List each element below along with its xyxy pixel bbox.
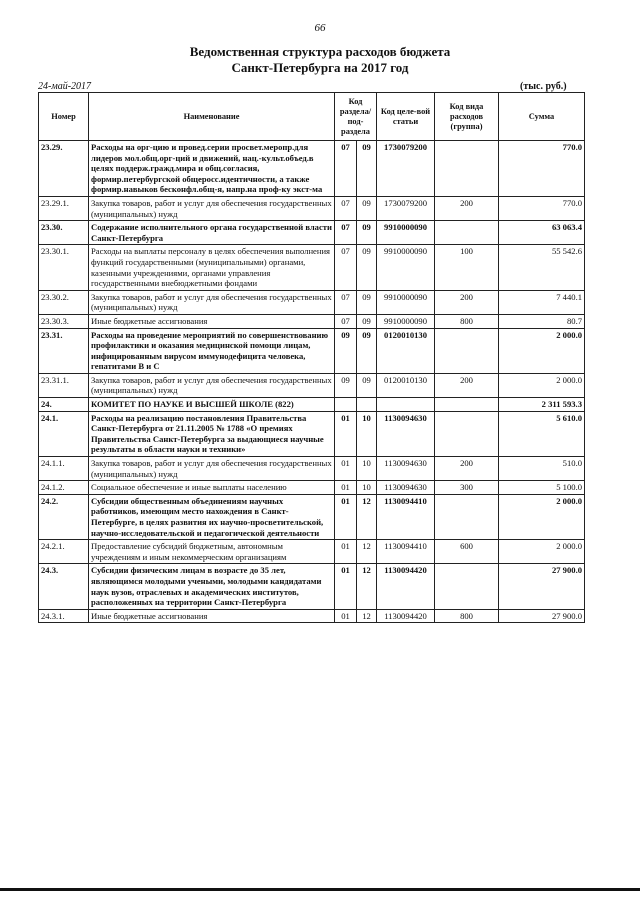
row-expense-type xyxy=(435,328,499,373)
row-number: 23.30.3. xyxy=(39,314,89,328)
row-subsection: 09 xyxy=(357,196,377,220)
row-number: 24.1.2. xyxy=(39,481,89,495)
row-subsection: 09 xyxy=(357,314,377,328)
row-target-code: 1130094630 xyxy=(377,481,435,495)
row-expense-type xyxy=(435,398,499,412)
row-number: 24.3. xyxy=(39,564,89,609)
page-number: 66 xyxy=(314,22,326,34)
row-number: 24.1. xyxy=(39,411,89,456)
title-line-1: Ведомственная структура расходов бюджета xyxy=(189,44,451,59)
row-sum: 2 000.0 xyxy=(499,373,585,397)
header-number: Номер xyxy=(39,93,89,141)
row-number: 24.3.1. xyxy=(39,609,89,623)
row-section: 01 xyxy=(335,481,357,495)
row-target-code: 1130094630 xyxy=(377,457,435,481)
table-row xyxy=(39,328,585,373)
row-target-code: 1130094410 xyxy=(377,494,435,539)
row-target-code: 0120010130 xyxy=(377,373,435,397)
row-subsection: 10 xyxy=(357,481,377,495)
row-expense-type xyxy=(435,494,499,539)
table-row xyxy=(39,141,585,197)
table-row xyxy=(39,314,585,328)
row-sum: 27 900.0 xyxy=(499,564,585,609)
row-section: 07 xyxy=(335,196,357,220)
row-name: Расходы на орг-цию и провед.серии просвет.меропр.для лидеров мол.общ.орг-ций и движений, нац.-культ.объед.в целях поддерж.гражд.мира и общ.согласия, формир.петербургской общеросс.идентичности, а также формир.навыков бесконфл.общ-я, напр.на проф-ку экст-ма xyxy=(89,141,335,197)
table-row xyxy=(39,481,585,495)
row-sum: 27 900.0 xyxy=(499,609,585,623)
row-sum: 770.0 xyxy=(499,141,585,197)
row-name: Предоставление субсидий бюджетным, автономным учреждениям и иным некоммерческим организациям xyxy=(89,540,335,564)
row-target-code: 1730079200 xyxy=(377,141,435,197)
row-name: Содержание исполнительного органа государственной власти Санкт-Петербурга xyxy=(89,221,335,245)
row-sum: 510.0 xyxy=(499,457,585,481)
table-row xyxy=(39,609,585,623)
header-section: Код раздела/ под-раздела xyxy=(335,93,377,141)
row-name: Расходы на выплаты персоналу в целях обеспечения выполнения функций государственными (муниципальными) органами, казенными учреждениями, органами управления государственными внебюджетными фондами xyxy=(89,245,335,290)
row-name: Иные бюджетные ассигнования xyxy=(89,609,335,623)
row-subsection: 10 xyxy=(357,457,377,481)
row-number: 23.30. xyxy=(39,221,89,245)
header-sum: Сумма xyxy=(499,93,585,141)
row-expense-type: 600 xyxy=(435,540,499,564)
table-row xyxy=(39,221,585,245)
row-name: Закупка товаров, работ и услуг для обеспечения государственных (муниципальных) нужд xyxy=(89,196,335,220)
row-section: 07 xyxy=(335,245,357,290)
row-subsection: 12 xyxy=(357,540,377,564)
units-label: (тыс. руб.) xyxy=(520,81,567,92)
row-name: Социальное обеспечение и иные выплаты населению xyxy=(89,481,335,495)
row-subsection: 09 xyxy=(357,290,377,314)
row-subsection: 09 xyxy=(357,221,377,245)
row-name: Субсидии общественным объединениям научных работников, имеющим место нахождения в Санкт-Петербурге, в целях развития их научно-просветительской, научно-исследовательской и педагогической деятельности xyxy=(89,494,335,539)
row-subsection: 10 xyxy=(357,411,377,456)
row-expense-type: 200 xyxy=(435,290,499,314)
row-name: Закупка товаров, работ и услуг для обеспечения государственных (муниципальных) нужд xyxy=(89,457,335,481)
row-sum: 63 063.4 xyxy=(499,221,585,245)
row-target-code: 1130094630 xyxy=(377,411,435,456)
table-row xyxy=(39,373,585,397)
row-name: Закупка товаров, работ и услуг для обеспечения государственных (муниципальных) нужд xyxy=(89,290,335,314)
row-sum: 5 610.0 xyxy=(499,411,585,456)
row-number: 23.29.1. xyxy=(39,196,89,220)
row-sum: 2 000.0 xyxy=(499,328,585,373)
row-target-code: 1130094420 xyxy=(377,564,435,609)
row-sum: 770.0 xyxy=(499,196,585,220)
row-target-code: 9910000090 xyxy=(377,245,435,290)
row-section: 01 xyxy=(335,564,357,609)
row-expense-type: 100 xyxy=(435,245,499,290)
header-name: Наименование xyxy=(89,93,335,141)
row-sum: 5 100.0 xyxy=(499,481,585,495)
row-subsection: 09 xyxy=(357,245,377,290)
row-subsection: 09 xyxy=(357,373,377,397)
row-section xyxy=(335,398,357,412)
row-subsection: 09 xyxy=(357,141,377,197)
table-row xyxy=(39,411,585,456)
row-expense-type: 200 xyxy=(435,373,499,397)
row-name: Расходы на проведение мероприятий по совершенствованию профилактики и оказания медицинской помощи лицам, инфицированным вирусом иммунодефицита человека, гепатитами В и С xyxy=(89,328,335,373)
row-number: 23.30.1. xyxy=(39,245,89,290)
title-line-2: Санкт-Петербурга на 2017 год xyxy=(231,60,409,75)
row-section: 09 xyxy=(335,328,357,373)
row-number: 23.31.1. xyxy=(39,373,89,397)
row-subsection: 12 xyxy=(357,609,377,623)
table-row xyxy=(39,196,585,220)
row-number: 24. xyxy=(39,398,89,412)
row-section: 01 xyxy=(335,540,357,564)
row-section: 01 xyxy=(335,609,357,623)
row-expense-type: 200 xyxy=(435,457,499,481)
row-sum: 2 311 593.3 xyxy=(499,398,585,412)
table-row xyxy=(39,540,585,564)
budget-table xyxy=(38,92,585,623)
table-row xyxy=(39,245,585,290)
table-row xyxy=(39,398,585,412)
row-number: 24.2.1. xyxy=(39,540,89,564)
row-expense-type: 800 xyxy=(435,609,499,623)
row-section: 07 xyxy=(335,221,357,245)
table-row xyxy=(39,494,585,539)
row-expense-type: 200 xyxy=(435,196,499,220)
row-subsection: 12 xyxy=(357,564,377,609)
row-target-code: 9910000090 xyxy=(377,314,435,328)
row-target-code: 9910000090 xyxy=(377,290,435,314)
row-target-code: 1130094420 xyxy=(377,609,435,623)
header-target: Код целе-вой статьи xyxy=(377,93,435,141)
row-target-code xyxy=(377,398,435,412)
document-date: 24-май-2017 xyxy=(38,81,92,92)
row-sum: 7 440.1 xyxy=(499,290,585,314)
row-target-code: 1730079200 xyxy=(377,196,435,220)
row-sum: 55 542.6 xyxy=(499,245,585,290)
row-subsection: 09 xyxy=(357,328,377,373)
row-expense-type: 800 xyxy=(435,314,499,328)
bottom-rule xyxy=(0,888,640,891)
row-sum: 80.7 xyxy=(499,314,585,328)
row-sum: 2 000.0 xyxy=(499,540,585,564)
row-number: 23.30.2. xyxy=(39,290,89,314)
row-section: 01 xyxy=(335,457,357,481)
row-name: Расходы на реализацию постановления Правительства Санкт-Петербурга от 21.11.2005 № 1788 «О премиях Правительства Санкт-Петербурга за выдающиеся научные результаты в области науки и техники» xyxy=(89,411,335,456)
table-row xyxy=(39,564,585,609)
row-expense-type xyxy=(435,141,499,197)
header-expense-type: Код вида расходов (группа) xyxy=(435,93,499,141)
document-title xyxy=(0,44,640,76)
row-name: КОМИТЕТ ПО НАУКЕ И ВЫСШЕЙ ШКОЛЕ (822) xyxy=(89,398,335,412)
row-number: 24.1.1. xyxy=(39,457,89,481)
row-expense-type xyxy=(435,221,499,245)
row-expense-type xyxy=(435,411,499,456)
row-expense-type: 300 xyxy=(435,481,499,495)
row-section: 01 xyxy=(335,411,357,456)
table-row xyxy=(39,290,585,314)
row-subsection: 12 xyxy=(357,494,377,539)
row-section: 07 xyxy=(335,314,357,328)
row-name: Закупка товаров, работ и услуг для обеспечения государственных (муниципальных) нужд xyxy=(89,373,335,397)
row-sum: 2 000.0 xyxy=(499,494,585,539)
row-subsection xyxy=(357,398,377,412)
row-target-code: 9910000090 xyxy=(377,221,435,245)
row-expense-type xyxy=(435,564,499,609)
table-row xyxy=(39,457,585,481)
row-section: 07 xyxy=(335,290,357,314)
row-section: 07 xyxy=(335,141,357,197)
row-target-code: 0120010130 xyxy=(377,328,435,373)
row-number: 24.2. xyxy=(39,494,89,539)
row-section: 09 xyxy=(335,373,357,397)
row-name: Иные бюджетные ассигнования xyxy=(89,314,335,328)
row-number: 23.31. xyxy=(39,328,89,373)
row-target-code: 1130094410 xyxy=(377,540,435,564)
row-section: 01 xyxy=(335,494,357,539)
row-number: 23.29. xyxy=(39,141,89,197)
row-name: Субсидии физическим лицам в возрасте до 35 лет, являющимся молодыми учеными, молодыми кандидатами наук вузов, отраслевых и академических институтов, расположенных на территории Санкт-Петербурга xyxy=(89,564,335,609)
